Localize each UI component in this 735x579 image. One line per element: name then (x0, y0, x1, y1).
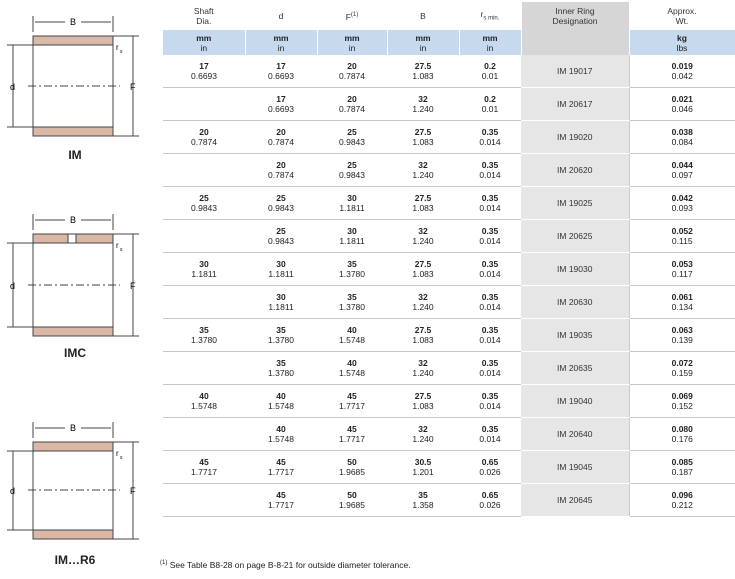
cell-b: 32 1.240 (387, 418, 459, 451)
cell-b: 27.5 1.083 (387, 121, 459, 154)
cell-b: 30.5 1.201 (387, 451, 459, 484)
cell-f: 35 1.3780 (317, 253, 387, 286)
cell-f: 40 1.5748 (317, 352, 387, 385)
cell-designation: IM 19020 (521, 121, 629, 154)
im-dim-f: F (130, 82, 136, 92)
im-r6-label: IM…R6 (54, 553, 96, 567)
cell-shaft: 20 0.7874 (163, 121, 245, 154)
cell-d: 20 0.7874 (245, 154, 317, 187)
cell-rs: 0.2 0.01 (459, 88, 521, 121)
cell-shaft: 30 1.1811 (163, 253, 245, 286)
footnote-text: See Table B8-28 on page B-8-21 for outside diameter tolerance. (169, 560, 411, 570)
cell-weight: 0.085 0.187 (629, 451, 735, 484)
cell-weight: 0.069 0.152 (629, 385, 735, 418)
cell-d: 25 0.9843 (245, 187, 317, 220)
cell-b: 27.5 1.083 (387, 55, 459, 88)
cell-weight: 0.052 0.115 (629, 220, 735, 253)
header-f: $F^{(1)}$ (317, 2, 387, 30)
cell-b: 27.5 1.083 (387, 319, 459, 352)
cell-b: 32 1.240 (387, 154, 459, 187)
header-b: B (387, 2, 459, 30)
cell-shaft: 40 1.5748 (163, 385, 245, 418)
cell-designation: IM 20617 (521, 88, 629, 121)
cell-weight: 0.019 0.042 (629, 55, 735, 88)
cell-f: 30 1.1811 (317, 220, 387, 253)
cell-f: 20 0.7874 (317, 88, 387, 121)
im-dim-rs: r (116, 43, 119, 52)
cell-d: 35 1.3780 (245, 352, 317, 385)
cell-designation: IM 20630 (521, 286, 629, 319)
cell-shaft (163, 286, 245, 319)
cell-d: 40 1.5748 (245, 385, 317, 418)
cell-weight: 0.063 0.139 (629, 319, 735, 352)
cell-designation: IM 19025 (521, 187, 629, 220)
table-row (163, 55, 735, 88)
cell-shaft: 25 0.9843 (163, 187, 245, 220)
cell-f: 45 1.7717 (317, 385, 387, 418)
cell-weight: 0.061 0.134 (629, 286, 735, 319)
inner-ring-spec-table (163, 2, 735, 517)
cell-rs: 0.35 0.014 (459, 253, 521, 286)
table-row (163, 220, 735, 253)
cell-d: 30 1.1811 (245, 253, 317, 286)
cell-b: 27.5 1.083 (387, 385, 459, 418)
cell-f: 45 1.7717 (317, 418, 387, 451)
cell-designation: IM 20645 (521, 484, 629, 517)
imc-dim-f: F (130, 281, 136, 291)
cell-shaft (163, 154, 245, 187)
cell-rs: 0.35 0.014 (459, 418, 521, 451)
table-row (163, 418, 735, 451)
table-row (163, 451, 735, 484)
table-row (163, 253, 735, 286)
cell-f: 25 0.9843 (317, 121, 387, 154)
im-dim-d: d (10, 82, 16, 92)
table-row (163, 88, 735, 121)
cell-designation: IM 19040 (521, 385, 629, 418)
cell-rs: 0.35 0.014 (459, 319, 521, 352)
cell-weight: 0.021 0.046 (629, 88, 735, 121)
cell-rs: 0.35 0.014 (459, 121, 521, 154)
cell-d: 20 0.7874 (245, 121, 317, 154)
im-r6-dim-rs: r (116, 449, 119, 458)
table-row (163, 352, 735, 385)
im-r6-dim-b: B (69, 423, 77, 433)
cell-rs: 0.65 0.026 (459, 484, 521, 517)
cell-rs: 0.35 0.014 (459, 286, 521, 319)
cell-b: 27.5 1.083 (387, 253, 459, 286)
header-row (163, 2, 735, 30)
imc-dim-rs: r (116, 241, 119, 250)
units-f: mm in (317, 30, 387, 55)
units-d: mm in (245, 30, 317, 55)
cell-f: 35 1.3780 (317, 286, 387, 319)
cell-b: 32 1.240 (387, 220, 459, 253)
table-row (163, 286, 735, 319)
cell-f: 30 1.1811 (317, 187, 387, 220)
cell-d: 25 0.9843 (245, 220, 317, 253)
cell-rs: 0.35 0.014 (459, 385, 521, 418)
imc-label: IMC (64, 346, 86, 360)
cell-rs: 0.35 0.014 (459, 220, 521, 253)
cell-designation: IM 19017 (521, 55, 629, 88)
table-row (163, 484, 735, 517)
cell-designation: IM 20620 (521, 154, 629, 187)
table-row (163, 319, 735, 352)
cell-designation: IM 20625 (521, 220, 629, 253)
cell-d: 40 1.5748 (245, 418, 317, 451)
cell-d: 17 0.6693 (245, 88, 317, 121)
table-row (163, 121, 735, 154)
cell-rs: 0.35 0.014 (459, 154, 521, 187)
im-dim-b: B (69, 17, 77, 27)
table-row (163, 385, 735, 418)
cell-weight: 0.072 0.159 (629, 352, 735, 385)
im-dim-rs-sub: s (120, 49, 123, 55)
im-r6-dim-d: d (10, 486, 16, 496)
cell-b: 32 1.240 (387, 88, 459, 121)
cell-f: 50 1.9685 (317, 451, 387, 484)
cell-b: 32 1.240 (387, 352, 459, 385)
bearing-diagrams (0, 0, 155, 579)
cell-d: 35 1.3780 (245, 319, 317, 352)
cell-weight: 0.080 0.176 (629, 418, 735, 451)
cell-d: 17 0.6693 (245, 55, 317, 88)
cell-weight: 0.053 0.117 (629, 253, 735, 286)
imc-dim-rs-sub: s (120, 247, 123, 253)
cell-f: 25 0.9843 (317, 154, 387, 187)
cell-f: 50 1.9685 (317, 484, 387, 517)
im-label: IM (68, 148, 82, 162)
table-row (163, 154, 735, 187)
cell-rs: 0.65 0.026 (459, 451, 521, 484)
cell-designation: IM 19035 (521, 319, 629, 352)
footnote-mark: (1) (160, 560, 168, 567)
header-approx-wt: Approx. Wt. (629, 2, 735, 30)
cell-d: 45 1.7717 (245, 484, 317, 517)
units-b: mm in (387, 30, 459, 55)
cell-b: 35 1.358 (387, 484, 459, 517)
cell-shaft (163, 484, 245, 517)
imc-dim-d: d (10, 281, 16, 291)
imc-drawing (0, 210, 155, 350)
cell-rs: 0.2 0.01 (459, 55, 521, 88)
cell-designation: IM 20640 (521, 418, 629, 451)
cell-b: 27.5 1.083 (387, 187, 459, 220)
cell-shaft: 35 1.3780 (163, 319, 245, 352)
cell-shaft: 45 1.7717 (163, 451, 245, 484)
header-rs-min: $r_{s min.}$ (459, 2, 521, 30)
cell-designation: IM 20635 (521, 352, 629, 385)
cell-rs: 0.35 0.014 (459, 352, 521, 385)
footnote (160, 560, 411, 570)
header-shaft-dia: Shaft Dia. (163, 2, 245, 30)
header-inner-ring-designation: Inner Ring Designation (521, 2, 629, 30)
cell-f: 20 0.7874 (317, 55, 387, 88)
cell-f: 40 1.5748 (317, 319, 387, 352)
cell-b: 32 1.240 (387, 286, 459, 319)
imc-dim-b: B (69, 215, 77, 225)
cell-designation: IM 19030 (521, 253, 629, 286)
im-r6-dim-rs-sub: s (120, 455, 123, 461)
header-d: d (245, 2, 317, 30)
diagram-im (0, 10, 155, 170)
cell-shaft (163, 220, 245, 253)
cell-designation: IM 19045 (521, 451, 629, 484)
units-row (163, 30, 735, 55)
cell-weight: 0.042 0.093 (629, 187, 735, 220)
cell-weight: 0.044 0.097 (629, 154, 735, 187)
im-r6-dim-f: F (130, 486, 136, 496)
table-body (163, 55, 735, 517)
cell-shaft (163, 418, 245, 451)
units-ring (521, 30, 629, 55)
units-shaft: mm in (163, 30, 245, 55)
im-r6-drawing (0, 418, 155, 548)
cell-d: 45 1.7717 (245, 451, 317, 484)
units-rs: mm in (459, 30, 521, 55)
cell-shaft (163, 352, 245, 385)
im-drawing (0, 10, 155, 150)
cell-weight: 0.096 0.212 (629, 484, 735, 517)
cell-rs: 0.35 0.014 (459, 187, 521, 220)
cell-d: 30 1.1811 (245, 286, 317, 319)
cell-weight: 0.038 0.084 (629, 121, 735, 154)
diagram-imc (0, 210, 155, 370)
cell-shaft (163, 88, 245, 121)
cell-shaft: 17 0.6693 (163, 55, 245, 88)
table-row (163, 187, 735, 220)
diagram-im-r6 (0, 418, 155, 578)
units-wt: kg lbs (629, 30, 735, 55)
